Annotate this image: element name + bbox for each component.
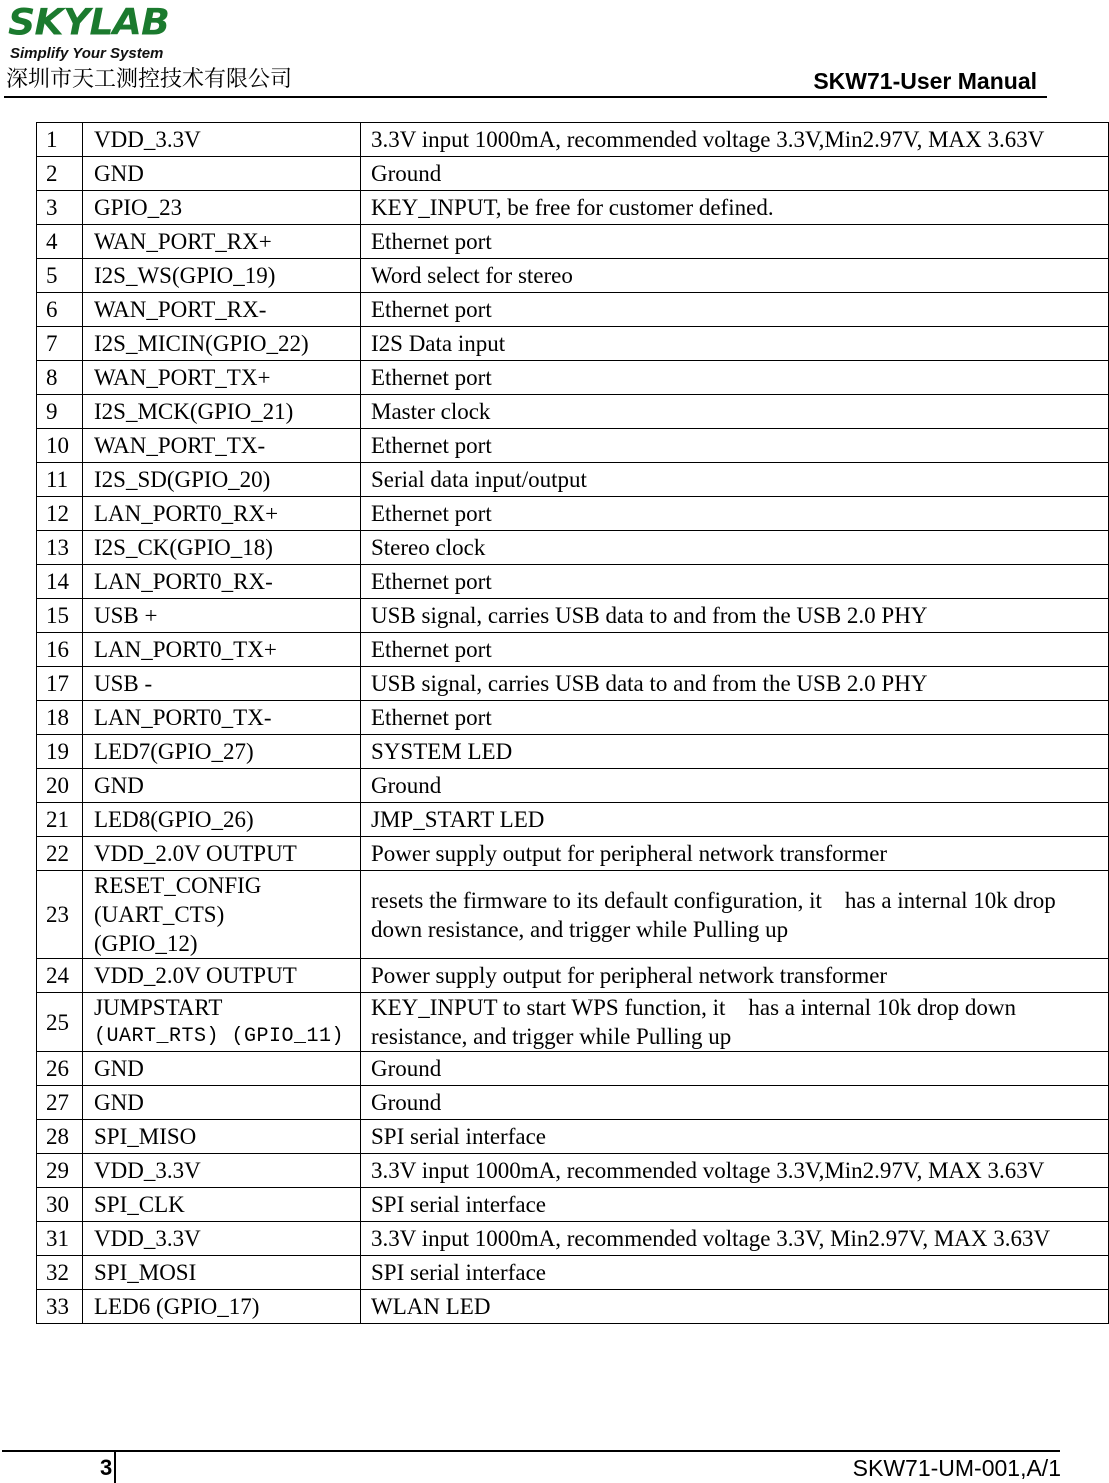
pin-name-line: RESET_CONFIG [94, 873, 262, 898]
pin-name-cell: LAN_PORT0_TX+ [83, 633, 361, 667]
pin-name-cell: I2S_MICIN(GPIO_22) [83, 327, 361, 361]
table-row [37, 565, 1109, 599]
pin-description-cell: KEY_INPUT, be free for customer defined. [361, 191, 1109, 225]
table-row [37, 959, 1109, 993]
pin-description-cell: USB signal, carries USB data to and from the USB 2.0 PHY [361, 667, 1109, 701]
table-row [37, 123, 1109, 157]
pin-number-cell: 3 [37, 191, 83, 225]
pin-description-cell: JMP_START LED [361, 803, 1109, 837]
pin-description-cell: Ethernet port [361, 225, 1109, 259]
pin-number-cell: 20 [37, 769, 83, 803]
pin-description-cell: 3.3V input 1000mA, recommended voltage 3.3V,Min2.97V, MAX 3.63V [361, 1154, 1109, 1188]
pin-number-cell: 32 [37, 1256, 83, 1290]
pin-name-cell: WAN_PORT_RX- [83, 293, 361, 327]
pin-description-cell: Ethernet port [361, 497, 1109, 531]
pin-description-cell: Ethernet port [361, 361, 1109, 395]
pin-description-cell: 3.3V input 1000mA, recommended voltage 3.3V,Min2.97V, MAX 3.63V [361, 123, 1109, 157]
pin-number-cell: 21 [37, 803, 83, 837]
pin-number-cell: 28 [37, 1120, 83, 1154]
table-row [37, 1188, 1109, 1222]
table-row [37, 701, 1109, 735]
pin-name-cell: I2S_CK(GPIO_18) [83, 531, 361, 565]
pin-description-cell: Word select for stereo [361, 259, 1109, 293]
table-row [37, 599, 1109, 633]
pin-description-cell: Ground [361, 769, 1109, 803]
pin-name-cell: GND [83, 1052, 361, 1086]
table-row [37, 191, 1109, 225]
pin-name-cell: I2S_MCK(GPIO_21) [83, 395, 361, 429]
table-row [37, 667, 1109, 701]
pin-number-cell: 22 [37, 837, 83, 871]
pin-number-cell: 17 [37, 667, 83, 701]
header-divider [4, 96, 1047, 98]
table-row [37, 293, 1109, 327]
pin-name-cell: GPIO_23 [83, 191, 361, 225]
page-number: 3 [100, 1455, 113, 1480]
table-row [37, 735, 1109, 769]
pin-number-cell: 1 [37, 123, 83, 157]
pin-name-cell: WAN_PORT_RX+ [83, 225, 361, 259]
pin-description-cell: Stereo clock [361, 531, 1109, 565]
pin-name-cell: LED8(GPIO_26) [83, 803, 361, 837]
table-row [37, 361, 1109, 395]
table-row [37, 837, 1109, 871]
pin-description-cell: Power supply output for peripheral network transformer [361, 837, 1109, 871]
pin-name-cell: LAN_PORT0_TX- [83, 701, 361, 735]
table-row [37, 1256, 1109, 1290]
table-row [37, 395, 1109, 429]
table-row [37, 1120, 1109, 1154]
table-row [37, 327, 1109, 361]
pin-name-cell: WAN_PORT_TX+ [83, 361, 361, 395]
pin-description-cell: WLAN LED [361, 1290, 1109, 1324]
pin-name-cell: USB - [83, 667, 361, 701]
pin-description-cell: Master clock [361, 395, 1109, 429]
pin-description-cell: Ground [361, 157, 1109, 191]
pin-description-cell: SPI serial interface [361, 1256, 1109, 1290]
table-row [37, 803, 1109, 837]
pin-name-cell: I2S_WS(GPIO_19) [83, 259, 361, 293]
pin-number-cell: 27 [37, 1086, 83, 1120]
table-row [37, 497, 1109, 531]
table-row [37, 1290, 1109, 1324]
table-row [37, 429, 1109, 463]
pin-description-cell: Ground [361, 1086, 1109, 1120]
pin-definition-table [36, 122, 1109, 1324]
pin-number-cell: 14 [37, 565, 83, 599]
company-logo [8, 2, 208, 66]
pin-description-cell: Ethernet port [361, 633, 1109, 667]
pin-description-cell: KEY_INPUT to start WPS function, it has a internal 10k drop down resistance, and trigger while Pulling up [361, 993, 1109, 1052]
pin-name-cell: VDD_3.3V [83, 1154, 361, 1188]
pin-name-cell: SPI_MOSI [83, 1256, 361, 1290]
table-row [37, 463, 1109, 497]
pin-name-cell: SPI_MISO [83, 1120, 361, 1154]
table-row [37, 1222, 1109, 1256]
pin-description-cell: Ethernet port [361, 429, 1109, 463]
pin-name-cell: VDD_2.0V OUTPUT [83, 959, 361, 993]
table-row [37, 157, 1109, 191]
pin-description-cell: Ethernet port [361, 565, 1109, 599]
pin-name-cell: VDD_2.0V OUTPUT [83, 837, 361, 871]
pin-number-cell: 24 [37, 959, 83, 993]
pin-description-cell: 3.3V input 1000mA, recommended voltage 3.3V, Min2.97V, MAX 3.63V [361, 1222, 1109, 1256]
pin-number-cell: 29 [37, 1154, 83, 1188]
pin-number-cell: 19 [37, 735, 83, 769]
pin-description-cell: SYSTEM LED [361, 735, 1109, 769]
table-row [37, 1154, 1109, 1188]
pin-description-cell: Power supply output for peripheral network transformer [361, 959, 1109, 993]
pin-name-line: (GPIO_12) [94, 931, 198, 956]
pin-number-cell: 26 [37, 1052, 83, 1086]
pin-name-line: (UART_RTS) (GPIO_11) [94, 1025, 345, 1048]
pin-number-cell: 12 [37, 497, 83, 531]
pin-number-cell: 7 [37, 327, 83, 361]
pin-description-cell: SPI serial interface [361, 1120, 1109, 1154]
pin-description-cell: I2S Data input [361, 327, 1109, 361]
pin-number-cell: 2 [37, 157, 83, 191]
pin-description-cell: SPI serial interface [361, 1188, 1109, 1222]
pin-number-cell: 30 [37, 1188, 83, 1222]
pin-description-cell: Serial data input/output [361, 463, 1109, 497]
pin-name-cell: I2S_SD(GPIO_20) [83, 463, 361, 497]
pin-description-cell: USB signal, carries USB data to and from the USB 2.0 PHY [361, 599, 1109, 633]
pin-name-cell [83, 993, 361, 1052]
pin-description-cell: Ethernet port [361, 701, 1109, 735]
table-row [37, 225, 1109, 259]
pin-number-cell: 11 [37, 463, 83, 497]
table-row [37, 993, 1109, 1052]
pin-name-cell: WAN_PORT_TX- [83, 429, 361, 463]
pin-table-body [37, 123, 1109, 1324]
pin-name-cell: GND [83, 157, 361, 191]
pin-description-cell: Ethernet port [361, 293, 1109, 327]
pin-name-line: JUMPSTART [94, 995, 223, 1020]
pin-number-cell: 5 [37, 259, 83, 293]
pin-name-cell [83, 871, 361, 959]
pin-number-cell: 33 [37, 1290, 83, 1324]
table-row [37, 1086, 1109, 1120]
pin-name-cell: VDD_3.3V [83, 1222, 361, 1256]
pin-name-cell: LAN_PORT0_RX- [83, 565, 361, 599]
table-row [37, 1052, 1109, 1086]
pin-number-cell: 25 [37, 993, 83, 1052]
pin-name-cell: VDD_3.3V [83, 123, 361, 157]
pin-number-cell: 16 [37, 633, 83, 667]
pin-name-cell: LAN_PORT0_RX+ [83, 497, 361, 531]
pin-number-cell: 6 [37, 293, 83, 327]
company-name: 深圳市天工测控技术有限公司 [6, 67, 293, 92]
document-code: SKW71-UM-001,A/1 [852, 1455, 1061, 1481]
pin-number-cell: 15 [37, 599, 83, 633]
pin-number-cell: 31 [37, 1222, 83, 1256]
pin-name-cell: GND [83, 769, 361, 803]
pin-number-cell: 10 [37, 429, 83, 463]
logo-tagline: Simplify Your System [10, 45, 164, 62]
table-row [37, 531, 1109, 565]
pin-number-cell: 9 [37, 395, 83, 429]
pin-description-cell: Ground [361, 1052, 1109, 1086]
logo-wordmark: SKYLAB [8, 1, 169, 43]
pin-name-line: (UART_CTS) [94, 902, 225, 927]
pin-number-cell: 4 [37, 225, 83, 259]
table-row [37, 259, 1109, 293]
table-row [37, 871, 1109, 959]
table-row [37, 633, 1109, 667]
pin-number-cell: 23 [37, 871, 83, 959]
pin-name-cell: LED7(GPIO_27) [83, 735, 361, 769]
pin-name-cell: GND [83, 1086, 361, 1120]
pin-number-cell: 8 [37, 361, 83, 395]
pin-number-cell: 18 [37, 701, 83, 735]
pin-number-cell: 13 [37, 531, 83, 565]
pin-description-cell: resets the firmware to its default configuration, it has a internal 10k drop down resistance, and trigger while Pulling up [361, 871, 1109, 959]
manual-title: SKW71-User Manual [813, 68, 1037, 94]
footer-separator [114, 1450, 116, 1483]
footer-divider [2, 1450, 1060, 1452]
pin-name-cell: SPI_CLK [83, 1188, 361, 1222]
table-row [37, 769, 1109, 803]
pin-name-cell: USB + [83, 599, 361, 633]
pin-name-cell: LED6 (GPIO_17) [83, 1290, 361, 1324]
